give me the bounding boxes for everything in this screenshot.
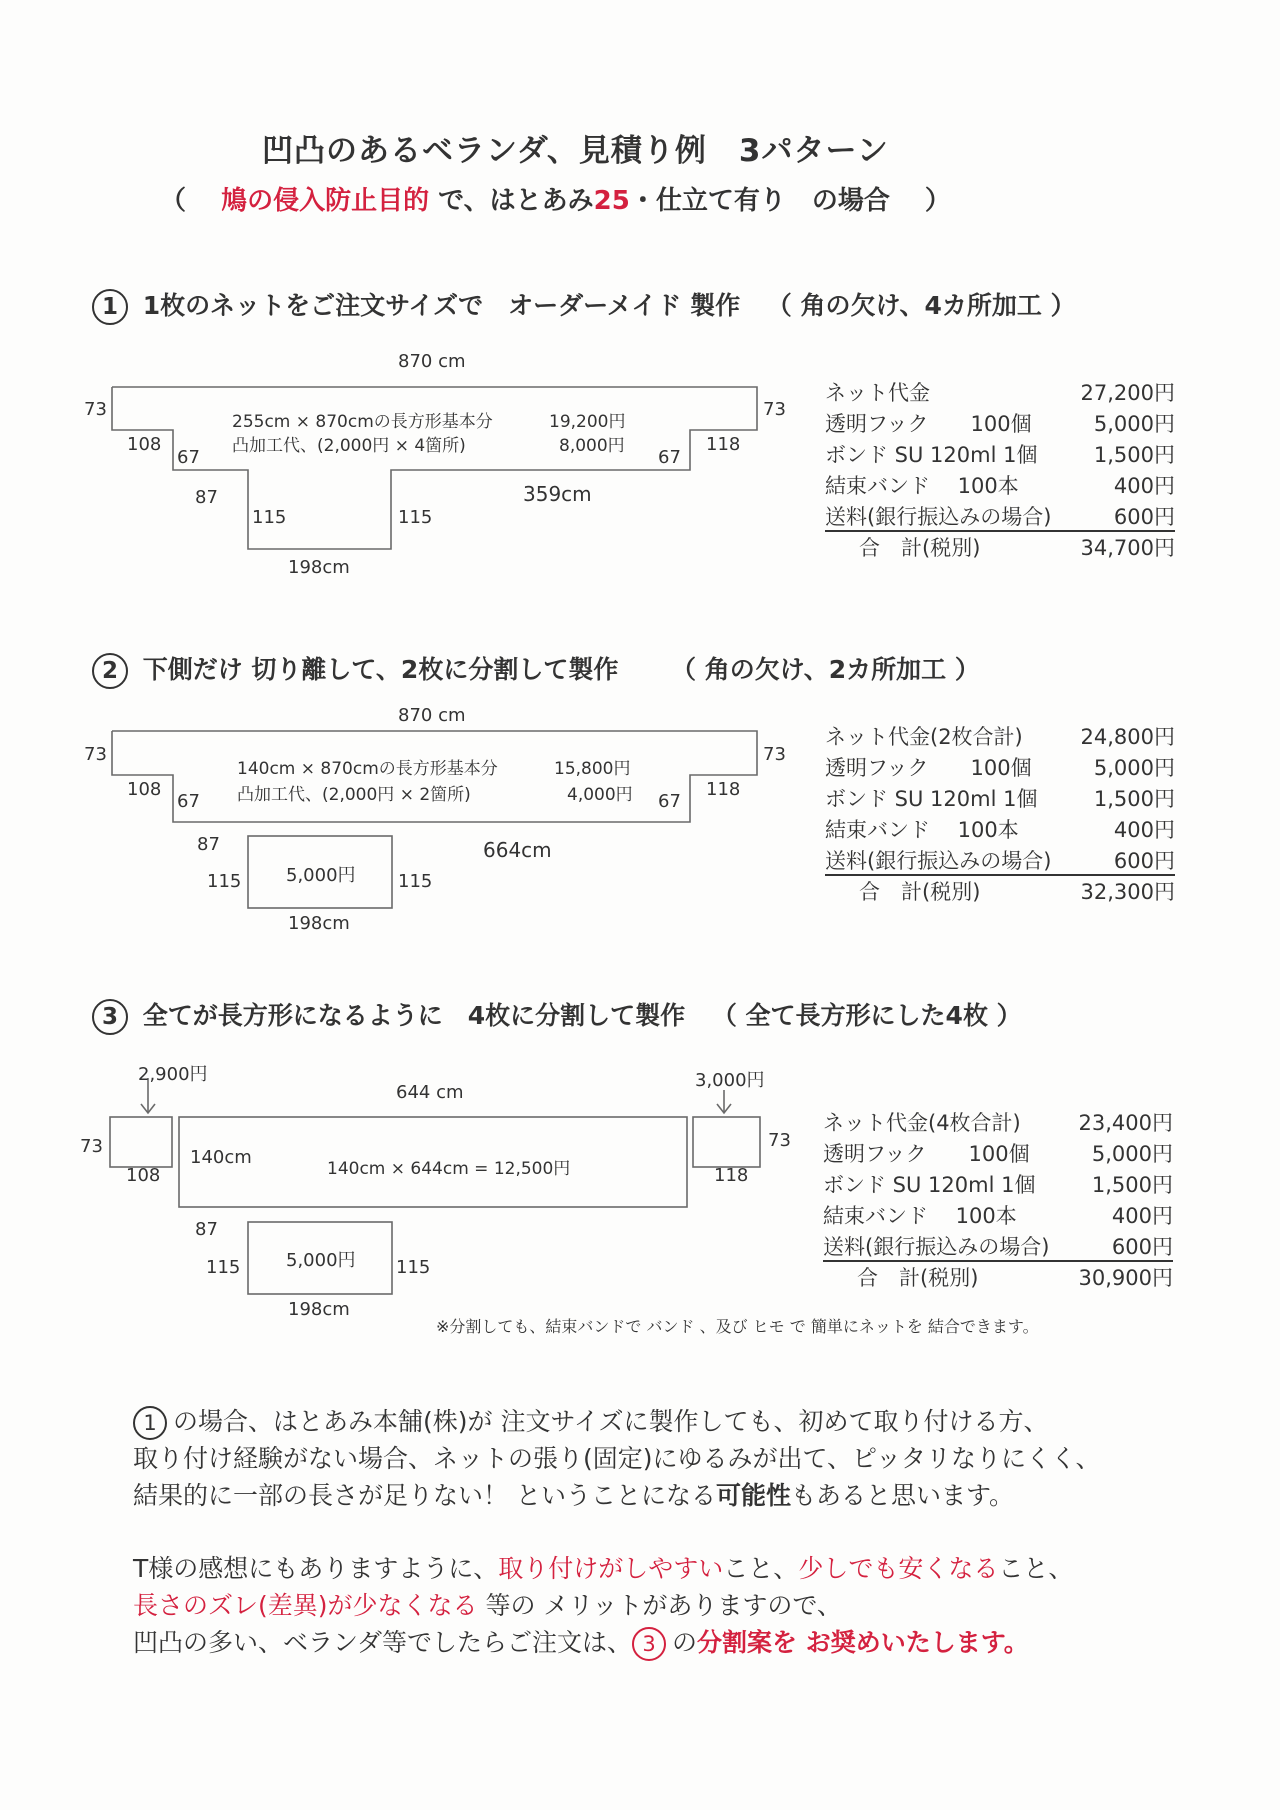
subtitle-product: で、はとあみ <box>438 186 594 216</box>
cost-label: ボンド SU 120ml 1個 <box>825 443 1038 467</box>
cost-row <box>825 784 1175 815</box>
inner-line-1: 140cm × 870cmの長方形基本分 <box>237 759 498 779</box>
cost-row <box>823 1170 1173 1201</box>
cost-row <box>823 1201 1173 1232</box>
closing-text: 凹凸の多い、ベランダ等でしたらご注文は、 <box>133 1628 633 1657</box>
closing-emphasis: 可能性 <box>715 1481 791 1510</box>
page-subtitle <box>160 180 951 217</box>
closing-text: もあると思います。 <box>790 1481 1014 1510</box>
cost-row-shipping <box>825 502 1175 533</box>
cost-row <box>825 409 1175 440</box>
dim-piece-bottom: 198cm <box>288 1299 350 1320</box>
closing-text: こと、 <box>998 1554 1074 1583</box>
cost-value: 1,500円 <box>1093 443 1175 467</box>
dim-top: 644 cm <box>396 1082 464 1103</box>
cost-row <box>825 815 1175 846</box>
dim-top: 870 cm <box>398 705 466 726</box>
dim-step-left-h: 67 <box>177 447 200 468</box>
section-1-number: 1 <box>92 289 128 325</box>
cost-label: 送料(銀行振込みの場合) <box>825 505 1052 529</box>
total-value: 34,700円 <box>1080 536 1175 560</box>
cost-total <box>825 533 1175 564</box>
piece-price: 5,000円 <box>286 1250 356 1271</box>
dim-step-left-w: 108 <box>127 434 162 455</box>
dim-notch-h-left: 115 <box>252 507 287 528</box>
inner-line-text: 255cm × 870cmの長方形基本分 <box>232 412 493 432</box>
dim-piece-h-left: 115 <box>207 871 242 892</box>
total-value: 32,300円 <box>1080 880 1175 904</box>
subtitle-product-number: 25 <box>593 186 630 216</box>
closing-text: こと、 <box>723 1554 799 1583</box>
paren-close: ） <box>924 186 951 216</box>
cost-label: ネット代金 <box>825 381 930 405</box>
dim-notch-h-right: 115 <box>398 507 433 528</box>
cost-row <box>825 440 1175 471</box>
inner-value-1: 19,200円 <box>549 412 626 432</box>
section-3-heading <box>92 996 1022 1035</box>
cost-value: 600円 <box>1113 505 1175 529</box>
dim-piece-w: 87 <box>195 1219 218 1240</box>
right-piece-price: 3,000円 <box>695 1070 765 1091</box>
dim-right-side: 73 <box>763 744 786 765</box>
cost-label: 透明フック 100個 <box>825 412 1032 436</box>
section-3-note: （ 全て長方形にした4枚 ） <box>711 1001 1022 1030</box>
subtotal-rule <box>823 1260 1173 1262</box>
closing-p1-line3 <box>133 1477 1101 1514</box>
cost-label: 送料(銀行振込みの場合) <box>825 849 1052 873</box>
closing-p1-line2: 取り付け経験がない場合、ネットの張り(固定)にゆるみが出て、ピッタリなりにくく、 <box>133 1444 1101 1473</box>
cost-label: ボンド SU 120ml 1個 <box>823 1173 1036 1197</box>
cost-row <box>825 471 1175 502</box>
cost-value: 5,000円 <box>1093 412 1175 436</box>
join-note: ※分割しても、結束バンドで バンド 、及び ヒモ で 簡単にネットを 結合できます。 <box>436 1317 1039 1336</box>
closing-recommendation: 分割案を お奨めいたします。 <box>697 1628 1029 1657</box>
dim-right-side: 73 <box>763 399 786 420</box>
dim-piece-bottom: 198cm <box>288 913 350 934</box>
dim-left-side: 73 <box>80 1136 103 1157</box>
dim-left-side: 73 <box>84 744 107 765</box>
cost-label: 透明フック 100個 <box>825 756 1032 780</box>
inner-value-2: 4,000円 <box>567 785 633 805</box>
cost-label: 透明フック 100個 <box>823 1142 1030 1166</box>
inner-value-1: 15,800円 <box>554 759 631 779</box>
dim-step-left-w: 108 <box>127 779 162 800</box>
section-3-number: 3 <box>92 999 128 1035</box>
cost-table-2 <box>825 722 1175 908</box>
right-piece-3 <box>693 1117 760 1167</box>
cost-label: ネット代金(2枚合計) <box>825 725 1023 749</box>
inner-line-1 <box>232 407 493 432</box>
closing-text: の <box>672 1628 698 1657</box>
section-3-title: 全てが長方形になるように 4枚に分割して製作 <box>142 1001 686 1030</box>
option-1-marker: 1 <box>133 1406 167 1440</box>
subtitle-purpose: 鳩の侵入防止目的 <box>221 186 430 216</box>
main-piece-text: 140cm × 644cm = 12,500円 <box>327 1159 571 1179</box>
inner-line-2: 凸加工代、(2,000円 × 2箇所) <box>237 785 471 805</box>
cost-row-shipping <box>825 846 1175 877</box>
cost-value: 5,000円 <box>1091 1142 1173 1166</box>
closing-text: 等の メリットがありますので、 <box>477 1591 842 1620</box>
dim-piece-h-right: 115 <box>398 871 433 892</box>
cost-label: ネット代金(4枚合計) <box>823 1111 1021 1135</box>
dim-step-right-h: 67 <box>658 447 681 468</box>
inner-value-2: 8,000円 <box>559 436 625 456</box>
paren-open: （ <box>160 186 187 216</box>
section-1-heading <box>92 286 1076 325</box>
cost-row <box>825 378 1175 409</box>
cost-label: 結束バンド 100本 <box>825 818 1019 842</box>
dim-right-side: 73 <box>768 1130 791 1151</box>
cost-value: 600円 <box>1113 849 1175 873</box>
closing-p2-line2 <box>133 1587 1073 1624</box>
section-2-note: （ 角の欠け、2カ所加工 ） <box>671 655 980 684</box>
cost-value: 23,400円 <box>1078 1111 1173 1135</box>
cost-value: 400円 <box>1113 474 1175 498</box>
dim-piece-w: 87 <box>197 834 220 855</box>
left-piece-3 <box>110 1117 172 1167</box>
closing-highlight: 取り付けがしやすい <box>498 1554 724 1583</box>
closing-paragraph-2 <box>133 1550 1073 1661</box>
cost-value: 27,200円 <box>1080 381 1175 405</box>
closing-text: 結果的に一部の長さが足りない！ ということになる <box>133 1481 716 1510</box>
cost-row <box>825 753 1175 784</box>
dim-main-h: 140cm <box>190 1147 252 1168</box>
cost-value: 1,500円 <box>1093 787 1175 811</box>
cost-value: 400円 <box>1111 1204 1173 1228</box>
dim-left-w: 108 <box>126 1165 161 1186</box>
cost-table-1 <box>825 378 1175 564</box>
closing-p1-line1 <box>133 1403 1101 1440</box>
closing-text: の場合、はとあみ本舗(株)が 注文サイズに製作しても、初めて取り付ける方、 <box>173 1407 1049 1436</box>
total-label: 合 計(税別) <box>859 536 981 560</box>
piece-price: 5,000円 <box>286 865 356 886</box>
dim-piece-h-left: 115 <box>206 1257 241 1278</box>
page-title: 凹凸のあるベランダ、見積り例 3パターン <box>262 133 889 169</box>
cost-label: ボンド SU 120ml 1個 <box>825 787 1038 811</box>
section-2-heading <box>92 650 980 689</box>
dim-right-bottom: 359cm <box>523 482 592 506</box>
dim-top: 870 cm <box>398 351 466 372</box>
dim-notch-left: 87 <box>195 487 218 508</box>
closing-highlight: 少しでも安くなる <box>798 1554 999 1583</box>
dim-left-side: 73 <box>84 399 107 420</box>
closing-text: T様の感想にもありますように、 <box>133 1554 499 1583</box>
section-1-title: 1枚のネットをご注文サイズで オーダーメイド 製作 <box>142 291 741 320</box>
cost-value: 1,500円 <box>1091 1173 1173 1197</box>
section-1-note: （ 角の欠け、4カ所加工 ） <box>766 291 1076 320</box>
closing-highlight: 長さのズレ(差異)が少なくなる <box>133 1591 478 1620</box>
subtitle-condition: ・仕立て有り の場合 <box>629 186 890 216</box>
cost-row-shipping <box>823 1232 1173 1263</box>
subtotal-rule <box>825 874 1175 876</box>
dim-bottom: 664cm <box>483 838 552 862</box>
cost-label: 結束バンド 100本 <box>823 1204 1017 1228</box>
closing-p2-line1 <box>133 1550 1073 1587</box>
subtotal-rule <box>825 530 1175 532</box>
closing-p2-line3 <box>133 1624 1073 1661</box>
total-value: 30,900円 <box>1078 1266 1173 1290</box>
section-2-number: 2 <box>92 653 128 689</box>
cost-total <box>823 1263 1173 1294</box>
dim-step-right-w: 118 <box>706 434 741 455</box>
cost-label: 送料(銀行振込みの場合) <box>823 1235 1050 1259</box>
total-label: 合 計(税別) <box>859 880 981 904</box>
cost-row <box>825 722 1175 753</box>
cost-label: 結束バンド 100本 <box>825 474 1019 498</box>
dim-piece-h-right: 115 <box>396 1257 431 1278</box>
cost-value: 600円 <box>1111 1235 1173 1259</box>
dim-step-right-h: 67 <box>658 791 681 812</box>
section-2-title: 下側だけ 切り離して、2枚に分割して製作 <box>142 655 619 684</box>
left-piece-price: 2,900円 <box>138 1064 208 1085</box>
dim-step-left-h: 67 <box>177 791 200 812</box>
inner-line-2: 凸加工代、(2,000円 × 4箇所) <box>232 436 466 456</box>
dim-right-w: 118 <box>714 1165 749 1186</box>
cost-value: 24,800円 <box>1080 725 1175 749</box>
cost-table-3 <box>823 1108 1173 1294</box>
total-label: 合 計(税別) <box>857 1266 979 1290</box>
cost-value: 400円 <box>1113 818 1175 842</box>
cost-value: 5,000円 <box>1093 756 1175 780</box>
cost-total <box>825 877 1175 908</box>
option-3-marker: 3 <box>632 1627 666 1661</box>
closing-paragraph-1 <box>133 1403 1101 1514</box>
dim-notch-bottom: 198cm <box>288 557 350 578</box>
cost-row <box>823 1108 1173 1139</box>
dim-step-right-w: 118 <box>706 779 741 800</box>
cost-row <box>823 1139 1173 1170</box>
